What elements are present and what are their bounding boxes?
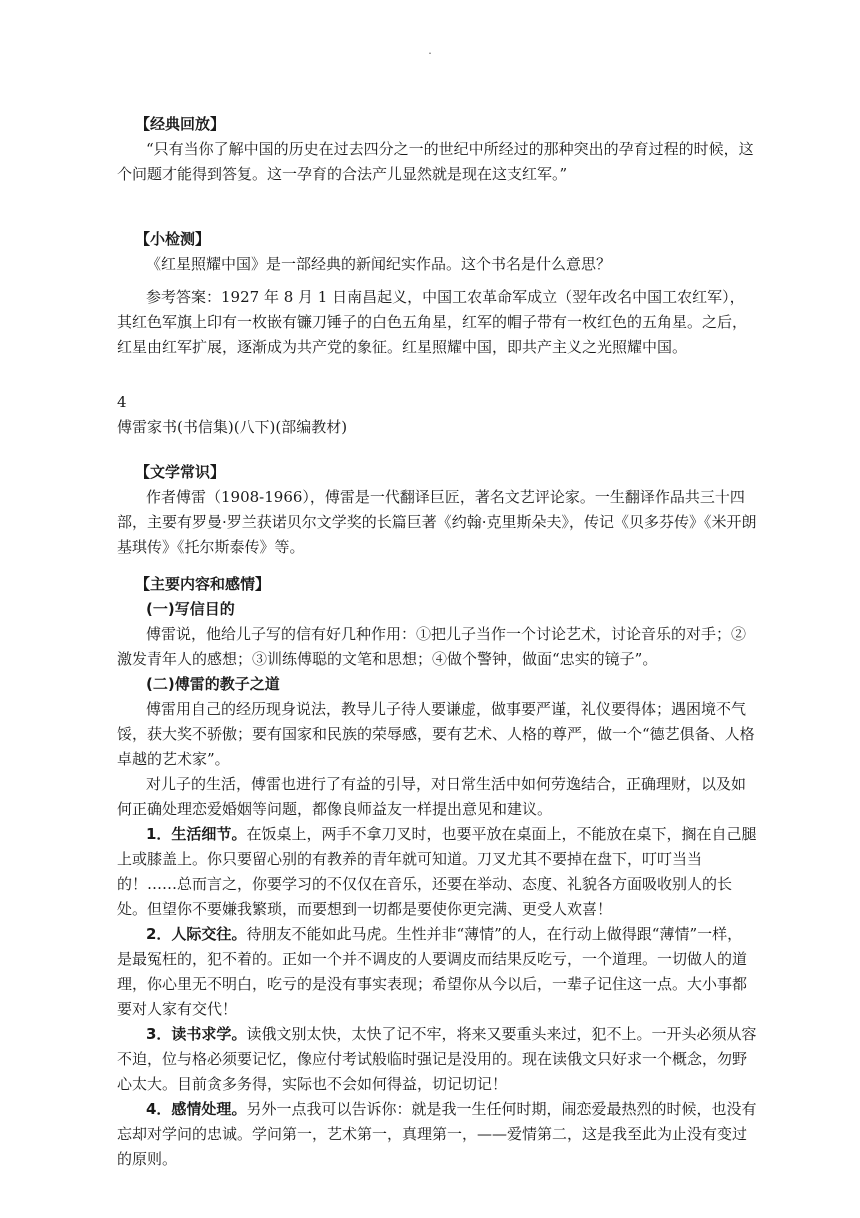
- document-body: [117, 112, 757, 1172]
- subheading-parenting: (二)傅雷的教子之道: [146, 675, 280, 693]
- list-item: [117, 1022, 757, 1097]
- heading-literary-knowledge: 【文学常识】: [135, 463, 226, 481]
- subheading-purpose: (一)写信目的: [146, 600, 235, 618]
- book-number: 4: [117, 393, 127, 411]
- parenting-paragraph-1: 傅雷用自己的经历现身说法，教导儿子待人要谦虚，做事要严谨，礼仪要得体；遇困境不气馁，获大奖不骄傲；要有国家和民族的荣辱感，要有艺术、人格的尊严，做一个“德艺俱备、人格卓越的艺术家”。: [117, 700, 755, 768]
- list-item: [117, 1097, 757, 1172]
- list-item: [117, 822, 757, 922]
- header-mark: .: [428, 44, 432, 57]
- item-label: 3．读书求学。: [146, 1025, 247, 1043]
- heading-quick-check: 【小检测】: [135, 230, 211, 248]
- item-label: 2．人际交往。: [146, 925, 247, 943]
- purpose-text: 傅雷说，他给儿子写的信有好几种作用：①把儿子当作一个讨论艺术，讨论音乐的对手；②激发青年人的感想；③训练傅聪的文笔和思想；④做个警钟，做面“忠实的镜子”。: [117, 625, 747, 668]
- quiz-answer: 参考答案：1927 年 8 月 1 日南昌起义，中国工农革命军成立（翌年改名中国工农红军），其红色军旗上印有一枚嵌有镰刀锤子的白色五角星，红军的帽子带有一枚红色的五角星。之后，红星由红军扩展，逐渐成为共产党的象征。红星照耀中国，即共产主义之光照耀中国。: [117, 288, 748, 356]
- heading-classic-replay: 【经典回放】: [135, 115, 226, 133]
- item-text: 另外一点我可以告诉你：就是我一生任何时期，闹恋爱最热烈的时候，也没有忘却对学问的忠诚。学问第一，艺术第一，真理第一，——爱情第二，这是我至此为止没有变过的原则。: [117, 1100, 757, 1168]
- item-label: 1．生活细节。: [146, 825, 247, 843]
- parenting-paragraph-2: 对儿子的生活，傅雷也进行了有益的引导，对日常生活中如何劳逸结合，正确理财，以及如何正确处理恋爱婚姻等问题，都像良师益友一样提出意见和建议。: [117, 775, 747, 818]
- heading-main-content: 【主要内容和感情】: [135, 575, 271, 593]
- book-title: 傅雷家书(书信集)(八下)(部编教材): [117, 418, 348, 436]
- item-label: 4．感情处理。: [146, 1100, 247, 1118]
- quiz-question: 《红星照耀中国》是一部经典的新闻纪实作品。这个书名是什么意思？: [146, 255, 612, 273]
- classic-quote: “只有当你了解中国的历史在过去四分之一的世纪中所经过的那种突出的孕育过程的时候，这个问题才能得到答复。这一孕育的合法产儿显然就是现在这支红军。”: [117, 140, 754, 183]
- list-item: [117, 922, 757, 1022]
- item-text: 读俄文别太快，太快了记不牢，将来又要重头来过，犯不上。一开头必须从容不迫，位与格必须要记忆，像应付考试般临时强记是没用的。现在读俄文只好求一个概念，勿野心太大。目前贪多务得，实际也不会如何得益，切记切记！: [117, 1025, 757, 1093]
- author-intro: 作者傅雷（1908-1966），傅雷是一代翻译巨匠，著名文艺评论家。一生翻译作品共三十四部，主要有罗曼·罗兰获诺贝尔文学奖的长篇巨著《约翰·克里斯朵夫》，传记《贝多芬传》《米开朗基琪传》《托尔斯泰传》等。: [117, 488, 757, 556]
- item-text: 在饭桌上，两手不拿刀叉时，也要平放在桌面上，不能放在桌下，搁在自己腿上或膝盖上。你只要留心别的有教养的青年就可知道。刀叉尤其不要掉在盘下，叮叮当当的！……总而言之，你要学习的不仅仅在音乐，还要在举动、态度、礼貌各方面吸收别人的长处。但望你不要嫌我繁琐，而要想到一切都是要使你更完满、更受人欢喜！: [117, 825, 757, 918]
- item-text: 待朋友不能如此马虎。生性并非“薄情”的人，在行动上做得跟“薄情”一样，是最冤枉的，犯不着的。正如一个并不调皮的人要调皮而结果反吃亏，一个道理。一切做人的道理，你心里无不明白，吃亏的是没有事实表现；希望你从今以后，一辈子记住这一点。大小事都要对人家有交代！: [117, 925, 748, 1018]
